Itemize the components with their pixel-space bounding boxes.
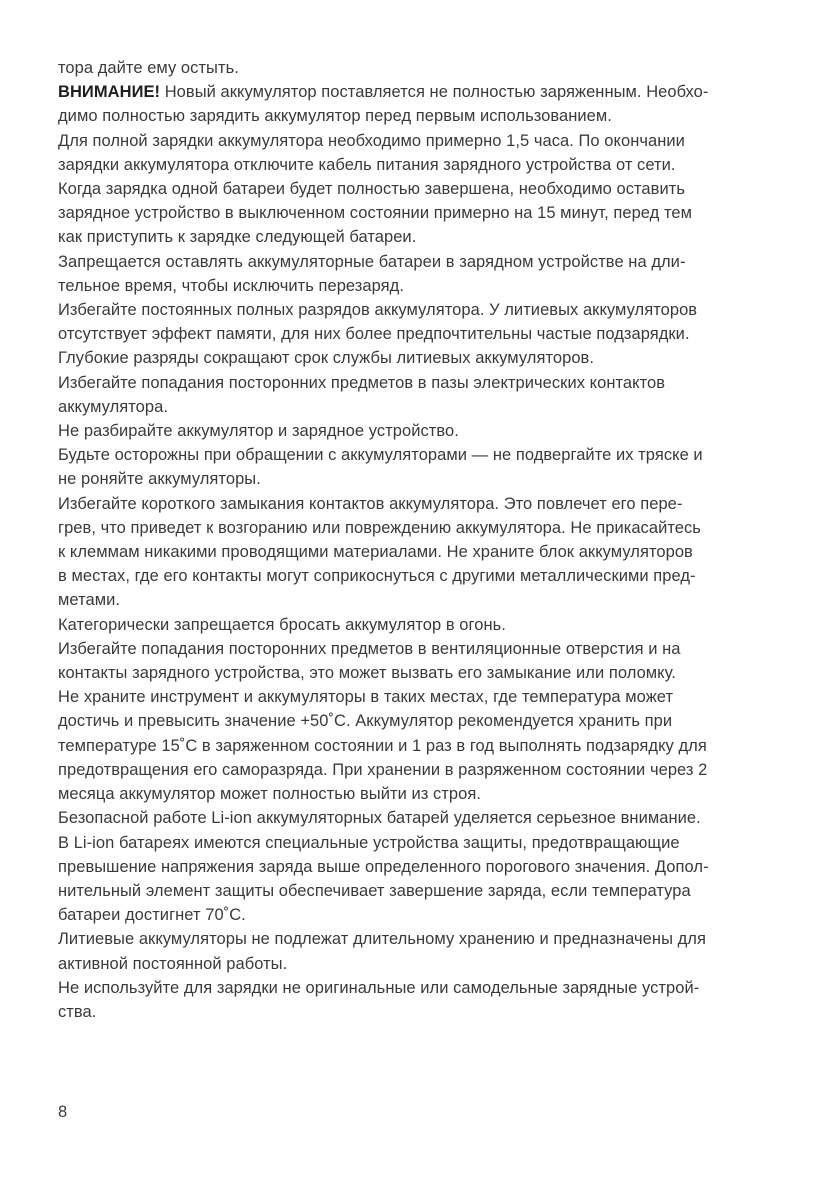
text-line: Не используйте для зарядки не оригинальные или самодельные зарядные устрой- bbox=[58, 978, 700, 997]
text-line: Не разбирайте аккумулятор и зарядное устройство. bbox=[58, 422, 459, 441]
text-line: В Li-ion батареях имеются специальные устройства защиты, предотвращающие bbox=[58, 833, 680, 852]
text-line: метами. bbox=[58, 591, 121, 610]
text-line: в местах, где его контакты могут соприкоснуться с другими металлическими пред- bbox=[58, 567, 696, 586]
text-line: Безопасной работе Li-ion аккумуляторных батарей уделяется серьезное внимание. bbox=[58, 809, 701, 828]
text-line: предотвращения его саморазряда. При хранении в разряженном состоянии через 2 bbox=[58, 760, 708, 779]
text-line: месяца аккумулятор может полностью выйти из строя. bbox=[58, 785, 481, 804]
text-line: ства. bbox=[58, 1002, 97, 1021]
text-line: Избегайте попадания посторонних предметов в пазы электрических контактов bbox=[58, 373, 666, 392]
warning-label: ВНИМАНИЕ! bbox=[58, 83, 161, 102]
text-line: превышение напряжения заряда выше определенного порогового значения. Допол- bbox=[58, 857, 709, 876]
document-body bbox=[58, 56, 788, 1024]
text-line: температуре 15˚С в заряженном состоянии и 1 раз в год выполнять подзарядку для bbox=[58, 736, 707, 755]
text-line: отсутствует эффект памяти, для них более предпочтительны частые подзарядки. bbox=[58, 325, 690, 344]
text-line: Запрещается оставлять аккумуляторные батареи в зарядном устройстве на дли- bbox=[58, 252, 686, 271]
text-line: контакты зарядного устройства, это может вызвать его замыкание или поломку. bbox=[58, 664, 676, 683]
text-line: Литиевые аккумуляторы не подлежат длительному хранению и предназначены для bbox=[58, 930, 706, 949]
text-line: зарядное устройство в выключенном состоянии примерно на 15 минут, перед тем bbox=[58, 204, 693, 223]
text-line: достичь и превысить значение +50˚С. Аккумулятор рекомендуется хранить при bbox=[58, 712, 673, 731]
text-line: Будьте осторожны при обращении с аккумуляторами — не подвергайте их тряске и bbox=[58, 446, 703, 465]
text-line: к клеммам никакими проводящими материалами. Не храните блок аккумуляторов bbox=[58, 543, 693, 562]
text-line: Не храните инструмент и аккумуляторы в таких местах, где температура может bbox=[58, 688, 674, 707]
text-line: тора дайте ему остыть. bbox=[58, 59, 239, 77]
text-line: зарядки аккумулятора отключите кабель питания зарядного устройства от сети. bbox=[58, 155, 676, 174]
text-line: активной постоянной работы. bbox=[58, 954, 288, 973]
warning-text: Новый аккумулятор поставляется не полностью заряженным. Необхо- bbox=[160, 83, 709, 102]
text-line: Глубокие разряды сокращают срок службы литиевых аккумуляторов. bbox=[58, 349, 594, 368]
text-line: Когда зарядка одной батареи будет полностью завершена, необходимо оставить bbox=[58, 180, 685, 199]
text-line: нительный элемент защиты обеспечивает завершение заряда, если температура bbox=[58, 881, 691, 900]
text-line: как приступить к зарядке следующей батареи. bbox=[58, 228, 417, 247]
text-line: аккумулятора. bbox=[58, 397, 168, 416]
text-line: тельное время, чтобы исключить перезаряд. bbox=[58, 276, 404, 295]
text-line: Для полной зарядки аккумулятора необходимо примерно 1,5 часа. По окончании bbox=[58, 131, 685, 150]
page-number: 8 bbox=[58, 1103, 68, 1121]
text-line: батареи достигнет 70˚С. bbox=[58, 906, 246, 925]
text-line: Избегайте попадания посторонних предметов в вентиляционные отверстия и на bbox=[58, 639, 681, 658]
text-line: Категорически запрещается бросать аккумулятор в огонь. bbox=[58, 615, 506, 634]
text-line: Избегайте постоянных полных разрядов аккумулятора. У литиевых аккумуляторов bbox=[58, 301, 698, 320]
text-line: димо полностью зарядить аккумулятор перед первым использованием. bbox=[58, 107, 612, 126]
text-line: Избегайте короткого замыкания контактов аккумулятора. Это повлечет его пере- bbox=[58, 494, 683, 513]
text-line: не роняйте аккумуляторы. bbox=[58, 470, 261, 489]
text-line: грев, что приведет к возгоранию или повреждению аккумулятора. Не прикасайтесь bbox=[58, 518, 701, 537]
warning-line bbox=[58, 80, 788, 104]
